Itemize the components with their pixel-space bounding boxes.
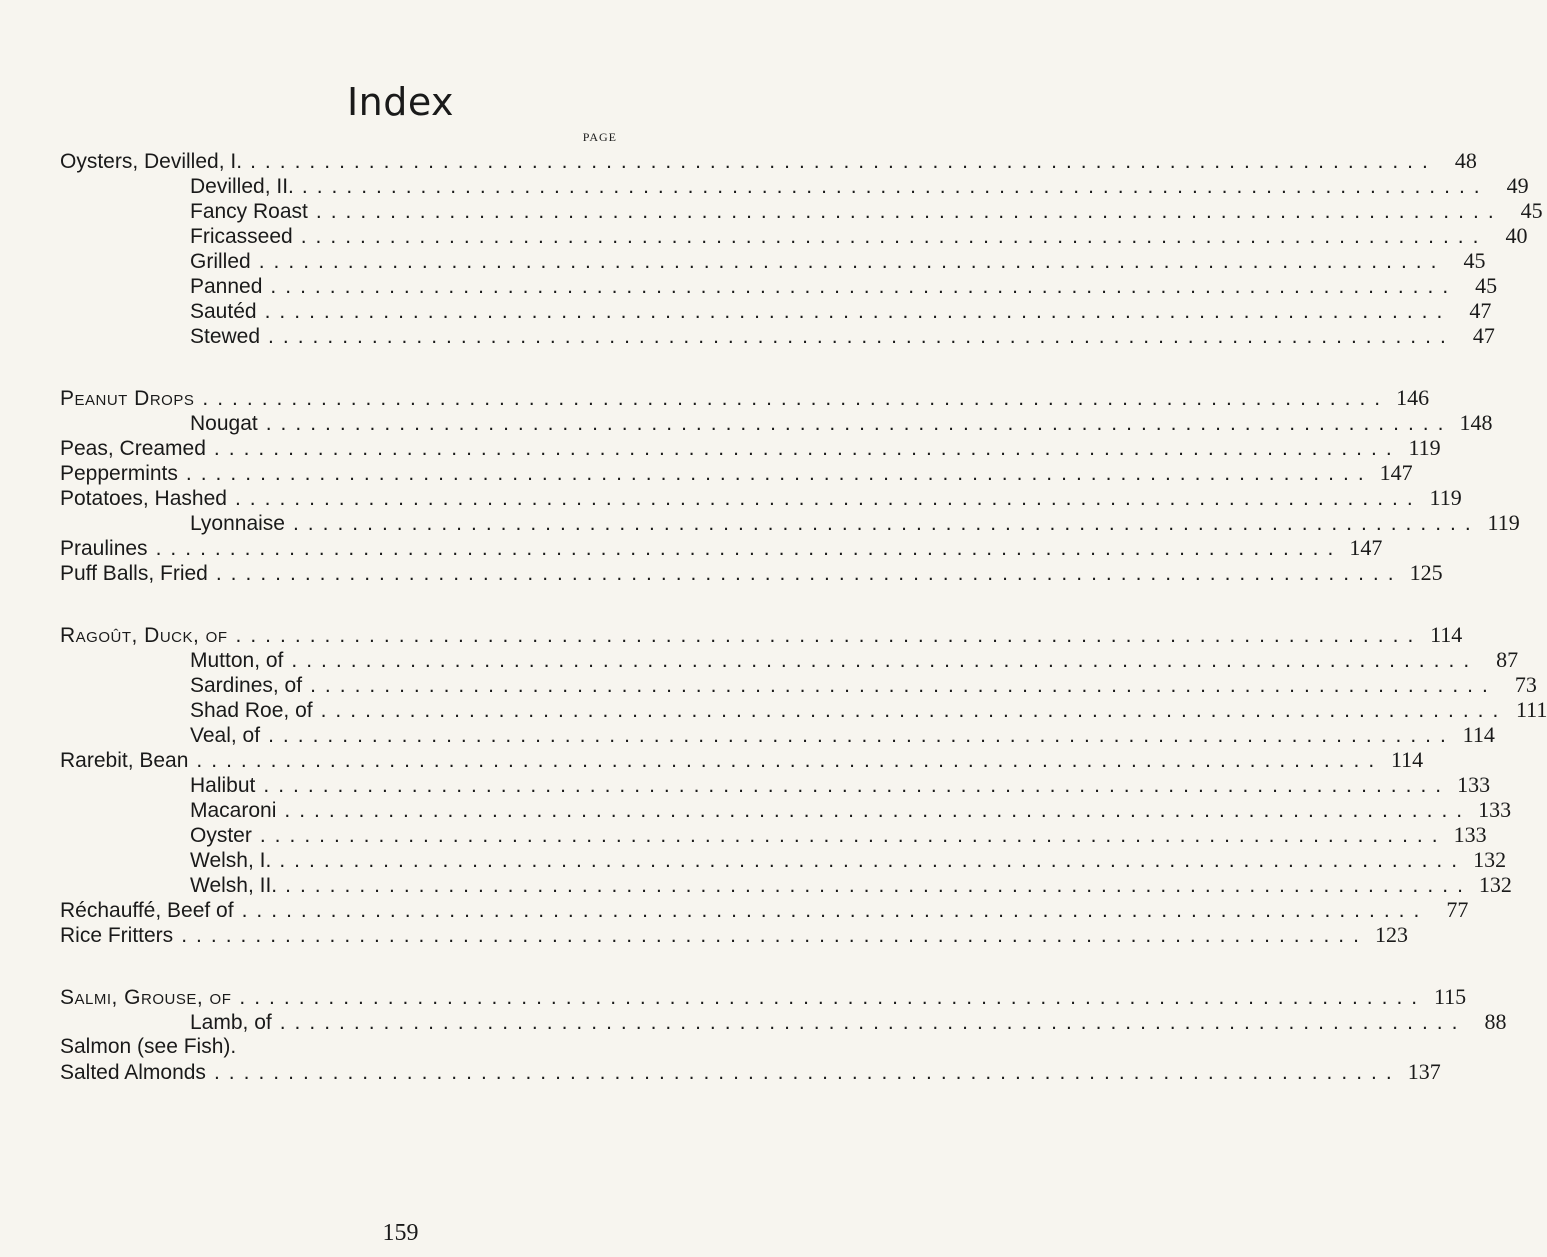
dot-leader: ................................................................................	[265, 412, 1453, 435]
entry-page-number: 45	[1475, 273, 1498, 298]
index-entry	[60, 922, 1408, 947]
index-entry	[60, 560, 1443, 585]
index-entry	[60, 772, 1491, 797]
index-entry	[60, 273, 1498, 298]
entry-page-number: 48	[1454, 148, 1477, 173]
entry-page-number: 132	[1478, 872, 1512, 897]
dot-leader: ................................................................................	[320, 699, 1508, 722]
entry-label: Praulines	[60, 537, 148, 560]
entry-label: Salmon (see Fish).	[60, 1035, 237, 1058]
entry-page-number: 133	[1453, 822, 1487, 847]
dot-leader: ................................................................................	[279, 849, 1467, 872]
entry-page-number: 146	[1396, 385, 1430, 410]
entry-page-number: 147	[1379, 460, 1413, 485]
entry-label: Macaroni	[190, 799, 277, 822]
entry-label: Rarebit, Bean	[60, 749, 189, 772]
dot-leader: ................................................................................	[263, 774, 1451, 797]
dot-leader: ................................................................................	[268, 325, 1455, 348]
index-entry	[60, 435, 1441, 460]
entry-page-number: 133	[1478, 797, 1512, 822]
entry-label: Puff Balls, Fried	[60, 562, 208, 585]
index-entry	[60, 410, 1493, 435]
index-entry	[60, 198, 1543, 223]
index-entry	[60, 747, 1424, 772]
entry-label: Oysters, Devilled, I.	[60, 150, 243, 173]
entry-label: Welsh, I.	[190, 849, 272, 872]
entry-page-number: 49	[1506, 173, 1529, 198]
entry-page-number: 115	[1433, 984, 1467, 1009]
entry-label: Salmi, Grouse, of	[60, 986, 232, 1009]
dot-leader: ................................................................................	[315, 200, 1503, 223]
index-entry	[60, 984, 1467, 1009]
entry-page-number: 47	[1469, 298, 1492, 323]
dot-leader: ................................................................................	[213, 437, 1401, 460]
entry-label: Ragoût, Duck, of	[60, 624, 228, 647]
entry-label: Peanut Drops	[60, 387, 195, 410]
dot-leader: ................................................................................	[234, 487, 1422, 510]
entry-label: Veal, of	[190, 724, 261, 747]
entry-label: Salted Almonds	[60, 1061, 206, 1084]
entry-label: Sautéd	[190, 300, 257, 323]
dot-leader: ................................................................................	[264, 300, 1452, 323]
entry-page-number: 111	[1515, 697, 1547, 722]
entry-page-number: 87	[1496, 647, 1519, 672]
entry-page-number: 133	[1457, 772, 1491, 797]
entry-label: Grilled	[190, 250, 251, 273]
index-entry	[60, 697, 1547, 722]
index-entry	[60, 1034, 630, 1059]
section-gap	[60, 947, 630, 984]
entry-label: Peppermints	[60, 462, 178, 485]
index-entry	[60, 897, 1469, 922]
index-entry	[60, 622, 1463, 647]
dot-leader: ................................................................................	[181, 924, 1368, 947]
entry-page-number: 148	[1459, 410, 1493, 435]
entry-label: Peas, Creamed	[60, 437, 206, 460]
index-entry	[60, 1059, 1441, 1084]
entry-page-number: 114	[1430, 622, 1463, 647]
entry-label: Nougat	[190, 412, 258, 435]
entry-page-number: 40	[1505, 223, 1528, 248]
dot-leader: ................................................................................	[284, 799, 1472, 822]
dot-leader: ................................................................................	[185, 462, 1373, 485]
index-entry	[60, 797, 1512, 822]
dot-leader: ................................................................................	[301, 175, 1489, 198]
index-entry	[60, 672, 1537, 697]
dot-leader: ................................................................................	[310, 674, 1497, 697]
index-entry	[60, 510, 1520, 535]
dot-leader: ................................................................................	[215, 562, 1403, 585]
entry-page-number: 114	[1391, 747, 1424, 772]
dot-leader: ................................................................................	[285, 874, 1472, 897]
page-column-heading: PAGE	[582, 130, 617, 144]
dot-leader: ................................................................................	[292, 512, 1480, 535]
entry-page-number: 45	[1520, 198, 1543, 223]
entry-label: Potatoes, Hashed	[60, 487, 227, 510]
entry-page-number: 77	[1446, 897, 1469, 922]
index-entry	[60, 248, 1486, 273]
page-title: Index	[346, 80, 455, 124]
dot-leader: ................................................................................	[250, 150, 1437, 173]
entry-label: Sardines, of	[190, 674, 303, 697]
dot-leader: ................................................................................	[300, 225, 1488, 248]
entry-page-number: 119	[1487, 510, 1520, 535]
index-entries	[60, 148, 1547, 1084]
section-gap	[60, 585, 630, 622]
index-entry	[60, 223, 1528, 248]
index-entry	[60, 822, 1487, 847]
dot-leader: ................................................................................	[258, 250, 1446, 273]
entry-label: Lamb, of	[190, 1011, 272, 1034]
entry-label: Mutton, of	[190, 649, 284, 672]
index-entry	[60, 298, 1492, 323]
entry-page-number: 88	[1484, 1009, 1507, 1034]
entry-label: Stewed	[190, 325, 261, 348]
entry-label: Lyonnaise	[190, 512, 285, 535]
index-entry	[60, 148, 1477, 173]
entry-label: Fancy Roast	[190, 200, 308, 223]
dot-leader: ................................................................................	[241, 899, 1429, 922]
entry-label: Halibut	[190, 774, 256, 797]
dot-leader: ................................................................................	[213, 1061, 1401, 1084]
section-gap	[60, 348, 630, 385]
entry-label: Oyster	[190, 824, 252, 847]
dot-leader: ................................................................................	[239, 986, 1427, 1009]
dot-leader: ................................................................................	[291, 649, 1479, 672]
page-number: 159	[382, 1220, 419, 1246]
entry-label: Réchauffé, Beef of	[60, 899, 234, 922]
dot-leader: ................................................................................	[202, 387, 1390, 410]
entry-label: Shad Roe, of	[190, 699, 313, 722]
entry-page-number: 137	[1407, 1059, 1441, 1084]
dot-leader: ................................................................................	[268, 724, 1455, 747]
entry-page-number: 119	[1429, 485, 1462, 510]
index-entry	[60, 1009, 1507, 1034]
entry-label: Fricasseed	[190, 225, 293, 248]
index-entry	[60, 722, 1495, 747]
dot-leader: ................................................................................	[196, 749, 1384, 772]
index-entry	[60, 485, 1462, 510]
dot-leader: ................................................................................	[270, 275, 1458, 298]
dot-leader: ................................................................................	[155, 537, 1343, 560]
entry-page-number: 119	[1408, 435, 1441, 460]
entry-label: Rice Fritters	[60, 924, 174, 947]
index-entry	[60, 535, 1383, 560]
entry-label: Welsh, II.	[190, 874, 278, 897]
index-entry	[60, 647, 1519, 672]
dot-leader: ................................................................................	[235, 624, 1423, 647]
index-entry	[60, 385, 1430, 410]
index-entry	[60, 460, 1413, 485]
entry-page-number: 73	[1514, 672, 1537, 697]
index-entry	[60, 872, 1512, 897]
entry-page-number: 114	[1462, 722, 1495, 747]
index-entry	[60, 323, 1495, 348]
entry-page-number: 147	[1349, 535, 1383, 560]
index-entry	[60, 847, 1507, 872]
entry-label: Devilled, II.	[190, 175, 294, 198]
entry-page-number: 132	[1473, 847, 1507, 872]
entry-page-number: 125	[1409, 560, 1443, 585]
entry-page-number: 45	[1463, 248, 1486, 273]
entry-page-number: 123	[1374, 922, 1408, 947]
dot-leader: ................................................................................	[259, 824, 1447, 847]
dot-leader: ................................................................................	[279, 1011, 1467, 1034]
index-entry	[60, 173, 1529, 198]
entry-label: Panned	[190, 275, 263, 298]
entry-page-number: 47	[1472, 323, 1495, 348]
